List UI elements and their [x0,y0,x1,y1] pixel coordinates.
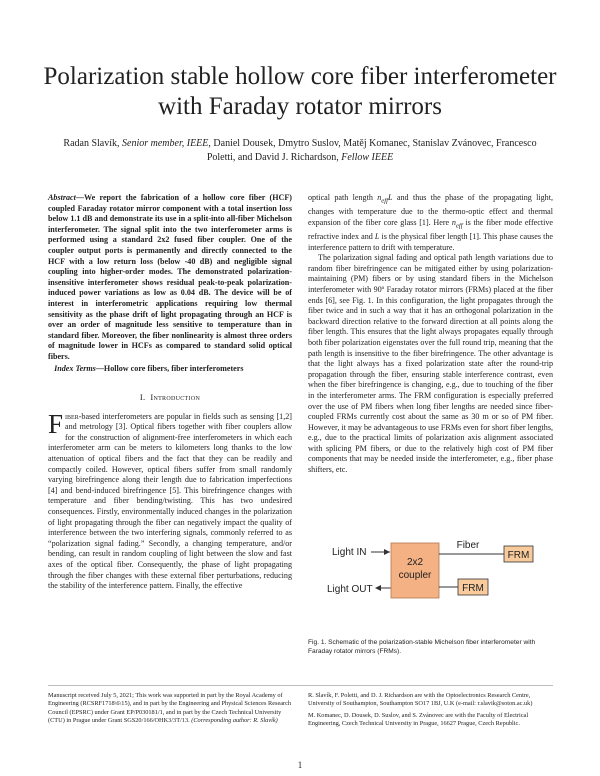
drop-cap: F [48,408,64,439]
author-role-1: Senior member, IEEE [122,138,209,149]
p1-part-d: is the physical fiber length [1]. This phase causes the interference pattern to drift with temperature. [308,232,553,252]
p1-part-b: and thus the phase of the propagating light, changes with temperature due to the thermo-optic effect and thermal expansion of the fiber core glass [1]. Here [308,193,553,227]
affiliation-1: R. Slavík, F. Poletti, and D. J. Richardson are with the Optoelectronics Research Centre, University of Southampton, Southampton SO17 1BJ, U.K (e-mail: r.slavik@soton.ac.uk) [308,692,533,708]
coupler-label-line-2: coupler [398,570,432,581]
intro-text: -based interferometers are popular in fields such as sensing [1,2] and metrology [3]. Optical fibers together with fiber couplers allow for the construction of alignment-free interferometers in which each interferometer arm can be meters to kilometers long thanks to the low attenuation of optical fibers and the fact that they can be readily and compactly coiled. However, optical fibers suffer from small randomly varying birefringence along their length due to fabrication imperfections [4] and bend-induced birefringence [5]. This birefringence changes with temperature and fiber bending/twisting. This has two undesired consequences. Firstly, environmentally induced changes in the polarization of light propagating through the fiber can negatively impact the quality of interference between the two interfering signals, commonly referred to as “polarization signal fading.” Secondly, a changing temperature, and/or bending, can result in random coupling of light between the slow and fast axes of the optical fiber. Consequently, the phase of light propagating through the fiber changes with these external fiber perturbations, reducing the stability of the interference pattern. Finally, the effective [48,411,292,591]
var-eff-2: eff [455,222,463,230]
author-role-2: Fellow IEEE [341,152,394,163]
light-in-label: Light IN [332,547,367,558]
var-l-2: L [374,232,380,241]
frm-bottom-label: FRM [462,583,484,594]
figure-1-schematic [318,535,553,605]
right-paragraph-2: The polarization signal fading and optical path length variations due to random fiber birefringence can be mitigated either by using polarization-maintaining (PM) fibers or by using standard fibers in the Michelson interferometer with 90º Faraday rotator mirrors (FRMs) placed at the fiber ends [6], see Fig. 1. In this configuration, the light propagates through the fiber twice and in such a way that it has an orthogonal polarization in the backward direction relative to the forward direction at all points along the fiber length. This ensures that the light always propagates equally through both fiber polarization eigenstates over the full round trip, meaning that the path length is insensitive to the fiber birefringence. The other advantage is that the light always has a fixed polarization state after the round-trip propagation through the fiber, ensuring stable interference contrast, even when the fiber birefringence is changing, e.g., due to touching of the fiber in the interferometer arms. The FRM configuration is especially preferred over the use of PM fibers when long fiber lengths are needed since fiber-coupled FRMs currently cost about the same as 30 m or so of PM fiber. However, it may be advantageous to use FRMs even for short fiber lengths, e.g., due to the practical limits of polarization axis alignment associated with splicing PM fibers, or due to the relatively high cost of PM fiber components that may be needed inside the interferometer, e.g., fiber phase shifters, etc. [308,253,553,475]
p1-part-a: optical path length [308,193,378,202]
abstract [48,193,292,363]
introduction-body [48,408,292,592]
coupler-label-line-1: 2x2 [406,557,424,568]
paper-title: Polarization stable hollow core fiber interferometer with Faraday rotator mirrors [43,63,557,120]
authors-part-1: Radan Slavík, [63,138,123,149]
intro-lead: iber [65,411,79,421]
left-column [48,193,292,592]
author-list [60,137,540,165]
footnote-left [48,692,292,728]
index-terms-label: Index Terms [54,363,96,373]
figure-1-caption: Fig. 1. Schematic of the polarization-stable Michelson fiber interferometer with Faraday rotator mirrors (FRMs). [308,639,536,655]
section-heading [48,392,292,403]
index-terms [48,364,292,375]
right-paragraph-1 [308,193,553,253]
funding-note: Manuscript received July 5, 2021; This work was supported in part by the Royal Academy of Engineering (RCSRF1718\6\15), and in part by the Engineering and Physical Sciences Research Council (EPSRC) under Grant EP/P030181/1, and in part by the Czech Technical University (CTU) in Prague under Grant SGS20/166/OHK3/3T/13. [48,692,292,724]
authors-part-2: , Daniel Dousek, Dmytro Suslov, Matěj Komanec, Stanislav Zvánovec, Francesco Poletti, and David J. Richardson, [206,138,537,163]
var-n-2: n [451,217,456,227]
p1-part-c: is the fiber mode effective refractive index and [308,217,553,241]
index-terms-text: —Hollow core fibers, fiber interferometers [95,363,244,373]
corresponding-author: (Corresponding author: R. Slavík) [191,716,278,724]
footnote-right [308,692,553,731]
abstract-text: —We report the fabrication of a hollow core fiber (HCF) coupled Faraday rotator mirror component with a total insertion loss below 1.1 dB and demonstrate its use in a split-into all-fiber Michelson interferometer. The signal split into the two interferometer arms is performed using a standard 2x2 fused fiber coupler. One of the coupler output ports is permanently and directly connected to the HCF with a low return loss (below -40 dB) and negligible signal coupling into higher-order modes. The demonstrated polarization-insensitive interferometer shows residual peak-to-peak polarization-induced power variations as low as 0.04 dB. The device will be of interest in interferometric applications requiring low thermal sensitivity as the phase drift of light propagating through an HCF is over an order of magnitude less sensitive to temperature than in standard fiber. Moreover, the fiber nonlinearity is almost three orders of magnitude lower in HCFs as compared to standard solid optical fibers. [48,193,292,361]
right-column [308,193,553,476]
light-out-arrowhead [375,585,381,591]
var-n: n [377,193,382,202]
affiliation-2: M. Komanec, D. Dousek, D. Suslov, and S. Zvánovec are with the Faculty of Electrical Engineering, Czech Technical University in Prague, 16627 Prague, Czech Republic. [308,711,529,727]
abstract-label: Abstract [48,193,76,202]
footnote-divider [48,685,553,686]
light-in-arrowhead [384,549,390,555]
var-l: L [388,193,393,202]
frm-top-label: FRM [507,550,530,561]
section-number: I. [139,392,146,403]
fiber-label: Fiber [456,540,480,551]
var-eff: eff [381,197,389,205]
page-number: 1 [297,760,303,770]
section-title: Introduction [150,392,201,403]
light-out-label: Light OUT [327,584,373,595]
